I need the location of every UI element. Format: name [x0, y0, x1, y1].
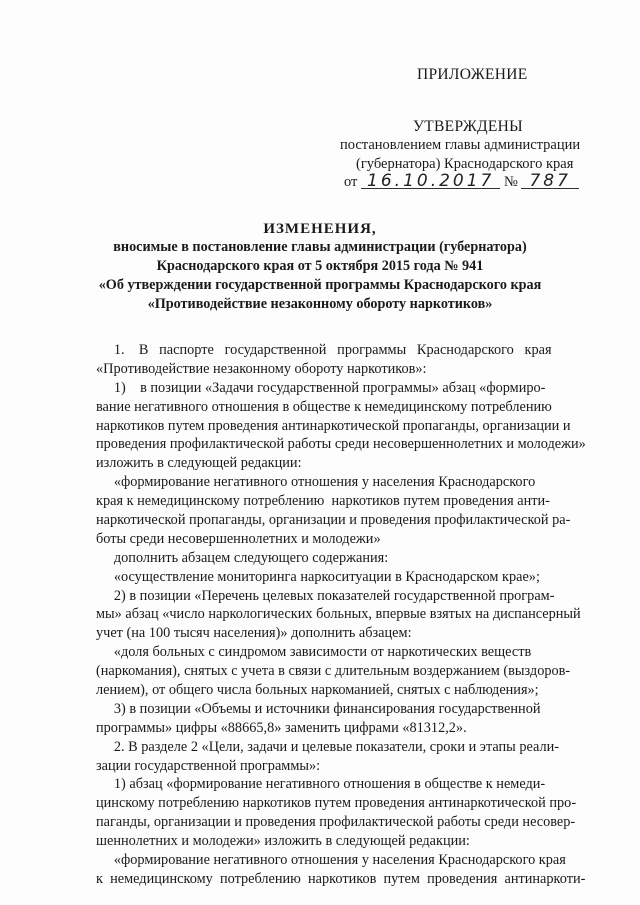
title-line-4: «Об утверждении государственной программы Краснодарского края: [98, 277, 542, 293]
body-line: к немедицинскому потреблению наркотиков путем проведения антинаркоти-: [96, 870, 586, 887]
body-line: зации государственной программы»:: [96, 757, 321, 774]
body-line: цинскому потреблению наркотиков путем проведения антинаркотической про-: [96, 795, 577, 812]
body-line: программы» цифры «88665,8» заменить цифрами «81312,2».: [96, 719, 467, 736]
body-line: дополнить абзацем следующего содержания:: [96, 549, 389, 566]
document-title: ИЗМЕНЕНИЯ,: [263, 221, 377, 237]
body-line: вание негативного отношения в обществе к немедицинскому потреблению: [96, 398, 552, 415]
body-line: 3) в позиции «Объемы и источники финансирования государственной: [96, 700, 541, 717]
body-line: 2. В разделе 2 «Цели, задачи и целевые показатели, сроки и этапы реали-: [96, 738, 560, 755]
body-line: 1) в позиции «Задачи государственной программы» абзац «формиро-: [96, 379, 546, 396]
title-line-3: Краснодарского края от 5 октября 2015 года № 941: [156, 258, 484, 274]
body-line: 1) абзац «формирование негативного отношения в обществе к немеди-: [96, 776, 546, 793]
body-line: «Противодействие незаконному обороту наркотиков»:: [96, 360, 427, 377]
decree-date-line: [344, 171, 579, 191]
number-prefix: №: [504, 174, 518, 190]
approved-by-line: постановлением главы администрации: [340, 137, 581, 153]
handwritten-date: 16.10.2017: [361, 174, 500, 189]
body-line: паганды, организации и проведения профилактической работы среди несовер-: [96, 814, 576, 831]
date-prefix: от: [344, 174, 358, 190]
body-line: учет (на 100 тысяч населения)» дополнить абзацем:: [96, 625, 412, 642]
body-line: наркотиков путем проведения антинаркотической пропаганды, организации и: [96, 417, 571, 434]
body-line: «формирование негативного отношения у населения Краснодарского: [96, 474, 536, 491]
body-line: 2) в позиции «Перечень целевых показателей государственной програм-: [96, 587, 555, 604]
title-line-5: «Противодействие незаконному обороту наркотиков»: [147, 296, 493, 312]
title-line-2: вносимые в постановление главы администрации (губернатора): [113, 239, 527, 255]
body-line: проведения профилактической работы среди несовершеннолетних и молодежи»: [96, 436, 586, 453]
body-line: «доля больных с синдромом зависимости от наркотических веществ: [96, 644, 532, 661]
approved-by-line-2: (губернатора) Краснодарского края: [356, 156, 574, 172]
document-body: [96, 341, 606, 889]
body-line: шеннолетних и молодежи» изложить в следующей редакции:: [96, 833, 470, 850]
body-line: наркотической пропаганды, организации и проведения профилактической ра-: [96, 512, 571, 529]
handwritten-number: 787: [521, 174, 578, 189]
body-line: «формирование негативного отношения у населения Краснодарского края: [96, 852, 566, 869]
body-line: мы» абзац «число наркологических больных, впервые взятых на диспансерный: [96, 606, 581, 623]
body-line: лением), от общего числа больных наркоманией, снятых с наблюдения»;: [96, 682, 539, 699]
body-line: «осуществление мониторинга наркоситуации в Краснодарском крае»;: [96, 568, 540, 585]
body-line: изложить в следующей редакции:: [96, 455, 302, 472]
body-line: 1. В паспорте государственной программы Краснодарского края: [96, 342, 552, 358]
body-line: боты среди несовершеннолетних и молодежи»: [96, 530, 381, 547]
body-line: (наркомания), снятых с учета в связи с длительным воздержанием (выздоров-: [96, 663, 571, 680]
approved-heading: УТВЕРЖДЕНЫ: [413, 118, 523, 135]
body-line: края к немедицинскому потреблению наркотиков путем проведения анти-: [96, 493, 550, 510]
appendix-heading: ПРИЛОЖЕНИЕ: [417, 66, 528, 83]
